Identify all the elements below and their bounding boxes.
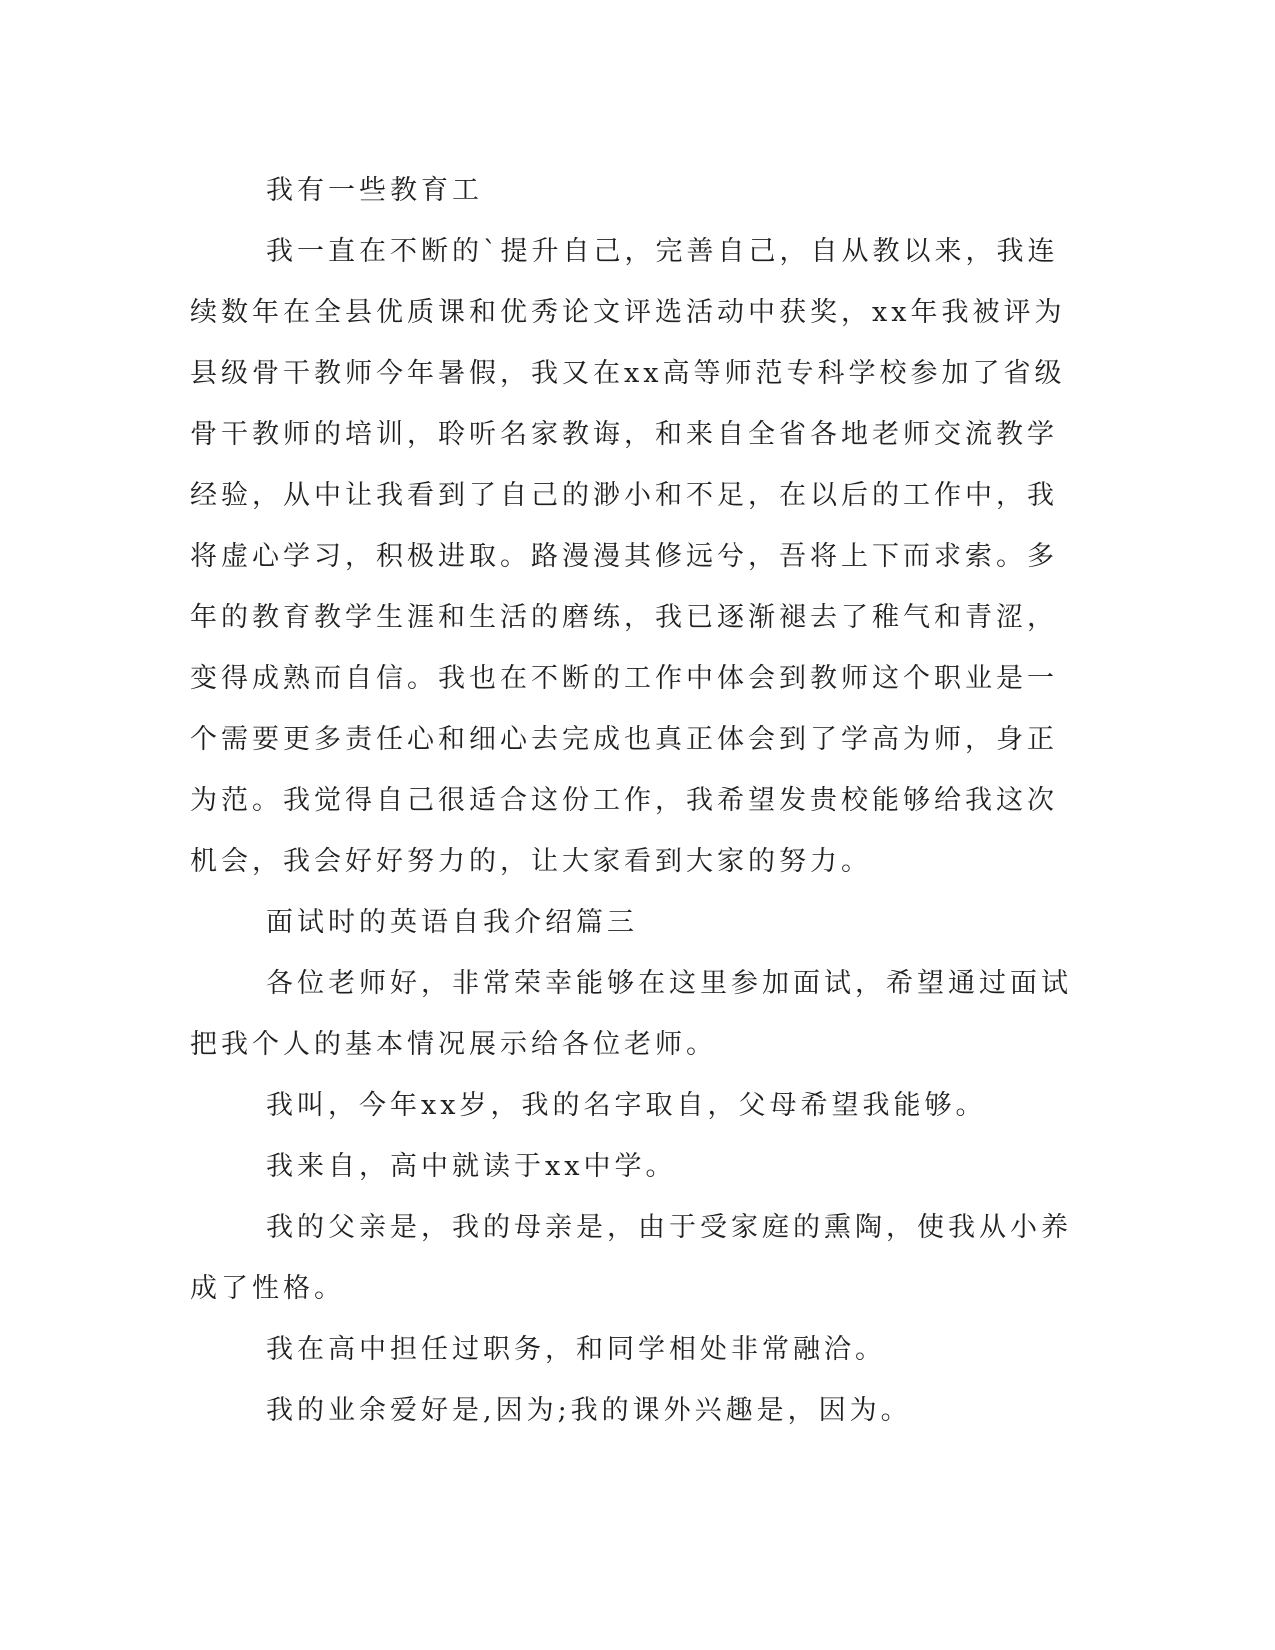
paragraph-5: 我来自，高中就读于xx中学。 [266, 1151, 677, 1182]
section-heading: 面试时的英语自我介绍篇三 [266, 907, 638, 938]
paragraph-8: 我的业余爱好是,因为;我的课外兴趣是，因为。 [266, 1395, 912, 1426]
paragraph-6: 我的父亲是，我的母亲是，由于受家庭的熏陶，使我从小养成了性格。 [190, 1212, 1072, 1304]
document-body [190, 160, 1085, 1441]
paragraph-3: 各位老师好，非常荣幸能够在这里参加面试，希望通过面试把我个人的基本情况展示给各位老师。 [190, 968, 1072, 1060]
paragraph-4: 我叫，今年xx岁，我的名字取自，父母希望我能够。 [266, 1090, 987, 1121]
paragraph-1: 我有一些教育工 [266, 175, 483, 206]
paragraph-7: 我在高中担任过职务，和同学相处非常融洽。 [266, 1334, 886, 1365]
paragraph-2: 我一直在不断的`提升自己，完善自己，自从教以来，我连续数年在全县优质课和优秀论文评选活动中获奖，xx年我被评为县级骨干教师今年暑假，我又在xx高等师范专科学校参加了省级骨干教师的培训，聆听名家教诲，和来自全省各地老师交流教学经验，从中让我看到了自己的渺小和不足，在以后的工作中，我将虚心学习，积极进取。路漫漫其修远兮，吾将上下而求索。多年的教育教学生涯和生活的磨练，我已逐渐褪去了稚气和青涩，变得成熟而自信。我也在不断的工作中体会到教师这个职业是一个需要更多责任心和细心去完成也真正体会到了学高为师，身正为范。我觉得自己很适合这份工作，我希望发贵校能够给我这次机会，我会好好努力的，让大家看到大家的努力。 [190, 236, 1066, 877]
